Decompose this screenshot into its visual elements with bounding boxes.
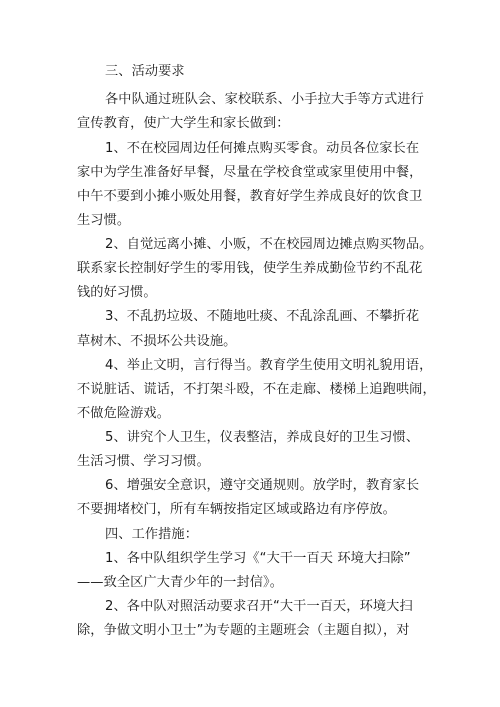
paragraph-line: 生活习惯、学习习惯。 (77, 454, 210, 469)
paragraph-line: 生习惯。 (77, 213, 131, 228)
list-item-line: 2、自觉远离小摊、小贩，不在校园周边摊点购买物品。 (105, 237, 433, 252)
paragraph-line: 宣传教育，使广大学生和家长做到： (77, 116, 290, 131)
paragraph-line: 不做危险游戏。 (77, 406, 171, 421)
list-item-line: 6、增强安全意识，遵守交通规则。放学时，教育家长 (105, 478, 420, 493)
paragraph-line: 家中为学生准备好早餐，尽量在学校食堂或家里使用中餐， (77, 165, 423, 180)
paragraph-line: ——致全区广大青少年的一封信》。 (77, 575, 283, 590)
paragraph-line: 联系家长控制好学生的零用钱，使学生养成勤俭节约不乱花 (77, 261, 423, 276)
section-heading-work-measures: 四、工作措施： (105, 527, 199, 542)
list-item-line: 3、不乱扔垃圾、不随地吐痰、不乱涂乱画、不攀折花 (105, 309, 420, 324)
paragraph-line: 钱的好习惯。 (77, 285, 157, 300)
list-item-line: 2、各中队对照活动要求召开“大干一百天，环境大扫 (105, 599, 413, 614)
paragraph-line: 不要拥堵校门，所有车辆按指定区域或路边有序停放。 (77, 502, 396, 517)
paragraph-line: 各中队通过班队会、家校联系、小手拉大手等方式进行 (105, 92, 424, 107)
paragraph-line: 中午不要到小摊小贩处用餐，教育好学生养成良好的饮食卫 (77, 189, 423, 204)
list-item-line: 4、举止文明，言行得当。教育学生使用文明礼貌用语， (105, 358, 433, 373)
list-item-line: 1、各中队组织学生学习《“大干一百天 环境大扫除” (105, 551, 411, 566)
list-item-line: 1、不在校园周边任何摊点购买零食。动员各位家长在 (105, 141, 420, 156)
paragraph-line: 除，争做文明小卫士”为专题的主题班会（主题自拟），对 (77, 623, 410, 638)
list-item-line: 5、讲究个人卫生，仪表整洁，养成良好的卫生习惯、 (105, 430, 420, 445)
section-heading-activity-requirements: 三、活动要求 (105, 64, 185, 79)
paragraph-line: 草树木、不损坏公共设施。 (77, 334, 237, 349)
paragraph-line: 不说脏话、谎话，不打架斗殴，不在走廊、楼梯上追跑哄闹， (77, 382, 436, 397)
